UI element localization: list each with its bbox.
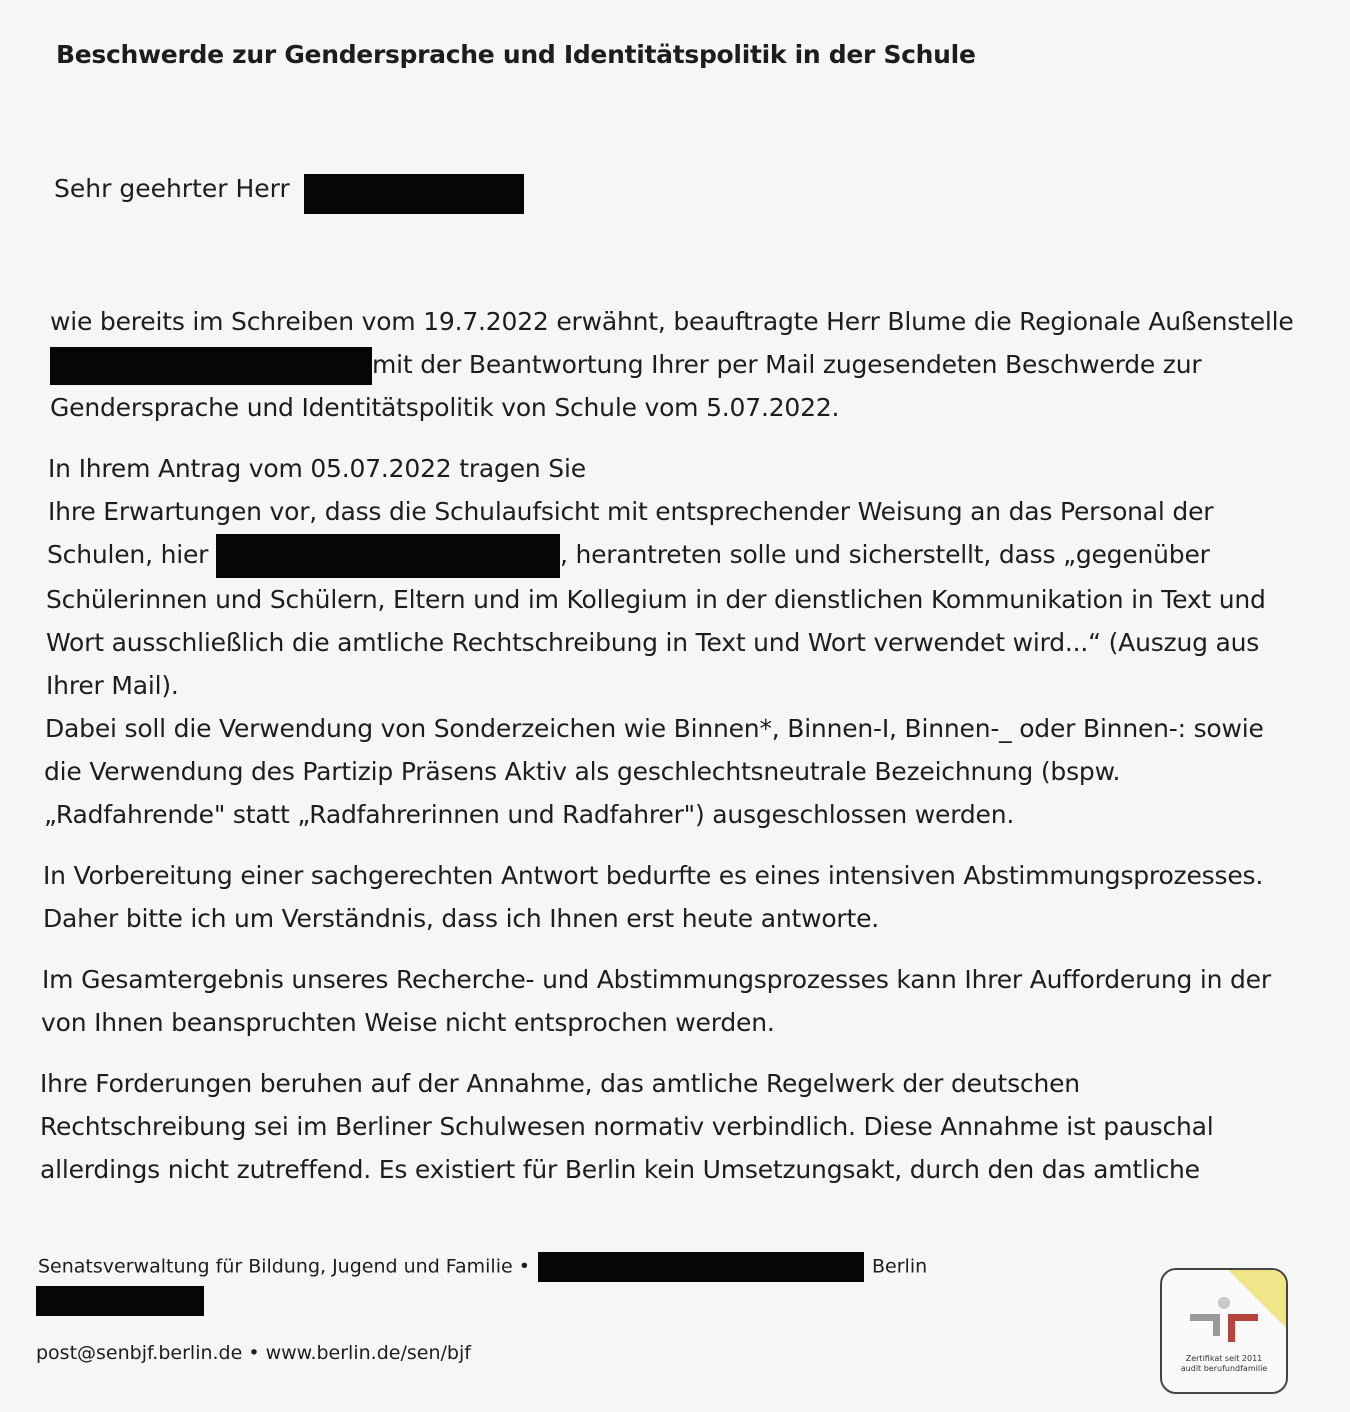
footer-authority: Senatsverwaltung für Bildung, Jugend und Familie •	[38, 1255, 530, 1278]
text-line: von Ihnen beanspruchten Weise nicht entsprochen werden.	[41, 1008, 775, 1037]
text-line: die Verwendung des Partizip Präsens Aktiv als geschlechtsneutrale Bezeichnung (bspw.	[44, 757, 1121, 786]
text-line: Daher bitte ich um Verständnis, dass ich Ihnen erst heute antworte.	[43, 904, 880, 933]
redacted-office	[50, 347, 372, 385]
certificate-text	[1166, 1354, 1282, 1374]
text-line: allerdings nicht zutreffend. Es existiert für Berlin kein Umsetzungsakt, durch den das amtliche	[40, 1155, 1200, 1184]
text-line: Ihre Erwartungen vor, dass die Schulaufsicht mit entsprechender Weisung an das Personal der	[48, 497, 1214, 526]
text-line: In Ihrem Antrag vom 05.07.2022 tragen Sie	[48, 454, 586, 483]
text-line	[40, 343, 1315, 386]
redacted-name	[304, 174, 524, 214]
redacted-school	[216, 534, 560, 578]
salutation	[54, 170, 524, 210]
footer-contact: post@senbjf.berlin.de • www.berlin.de/sen/bjf	[36, 1342, 471, 1364]
text-line: Im Gesamtergebnis unseres Recherche- und Abstimmungsprozesses kann Ihrer Aufforderung in der	[42, 965, 1271, 994]
text-line: Rechtschreibung sei im Berliner Schulwesen normativ verbindlich. Diese Annahme ist pauschal	[40, 1112, 1214, 1141]
paragraph-5	[40, 1062, 1315, 1191]
footer-city: Berlin	[872, 1255, 928, 1278]
paragraph-4	[40, 958, 1315, 1044]
paragraph-1	[40, 300, 1315, 429]
redacted-postcode	[36, 1286, 204, 1316]
text-fragment: , herantreten solle und sicherstellt, dass „gegenüber	[559, 540, 1210, 569]
text-line: Ihrer Mail).	[46, 671, 179, 700]
letter-subject: Beschwerde zur Gendersprache und Identitätspolitik in der Schule	[56, 40, 976, 69]
certificate-line-1: Zertifikat seit 2011	[1185, 1354, 1263, 1363]
text-fragment: Schulen, hier	[47, 540, 209, 569]
salutation-text: Sehr geehrter Herr	[54, 174, 290, 203]
text-line: wie bereits im Schreiben vom 19.7.2022 erwähnt, beauftragte Herr Blume die Regionale Außenstelle	[50, 307, 1294, 336]
letter-body	[40, 300, 1315, 1209]
paragraph-3	[40, 854, 1315, 940]
paragraph-2	[40, 447, 1315, 836]
text-line: Schülerinnen und Schülern, Eltern und im Kollegium in der dienstlichen Kommunikation in Text und	[46, 585, 1266, 614]
text-line: Wort ausschließlich die amtliche Rechtschreibung in Text und Wort verwendet wird...“ (Auszug aus	[46, 628, 1260, 657]
text-fragment: mit der Beantwortung Ihrer per Mail zugesendeten Beschwerde zur	[372, 350, 1202, 379]
text-line: In Vorbereitung einer sachgerechten Antwort bedurfte es eines intensiven Abstimmungsprozesses.	[43, 861, 1264, 890]
text-line: Dabei soll die Verwendung von Sonderzeichen wie Binnen*, Binnen-I, Binnen-_ oder Binnen-: sowie	[45, 714, 1264, 743]
redacted-address	[538, 1252, 864, 1282]
certificate-line-2: audit berufundfamilie	[1180, 1364, 1268, 1373]
audit-logo-icon	[1186, 1296, 1262, 1344]
text-line: Ihre Forderungen beruhen auf der Annahme, das amtliche Regelwerk der deutschen	[40, 1069, 1080, 1098]
text-line: „Radfahrende" statt „Radfahrerinnen und Radfahrer") ausgeschlossen werden.	[44, 800, 1015, 829]
footer-authority-line	[38, 1252, 927, 1282]
text-line: Gendersprache und Identitätspolitik von Schule vom 5.07.2022.	[50, 393, 840, 422]
text-line	[40, 533, 1315, 578]
certificate-badge	[1160, 1268, 1288, 1394]
